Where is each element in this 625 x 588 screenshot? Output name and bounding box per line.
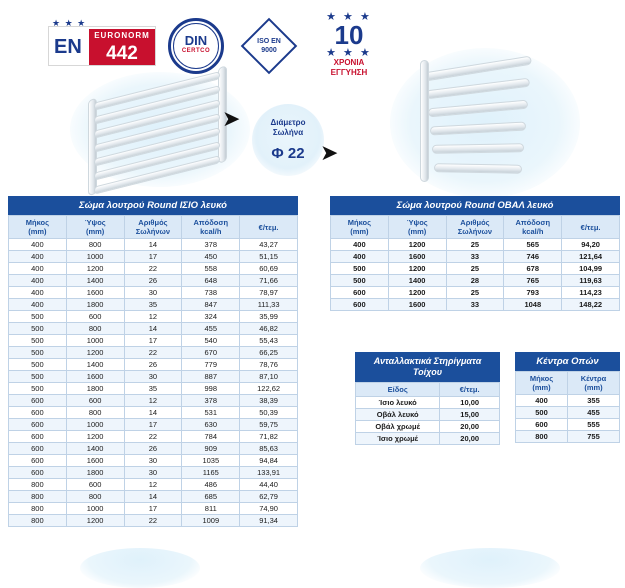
table-row <box>516 431 620 443</box>
straight-radiator-illustration <box>88 62 233 198</box>
table-cell: 486 <box>182 479 240 491</box>
table-row <box>9 251 298 263</box>
table-cell: 62,79 <box>240 491 298 503</box>
table-cell: 779 <box>182 359 240 371</box>
table-cell: 17 <box>124 503 182 515</box>
table-row <box>331 287 620 299</box>
column-header-tubes <box>124 216 182 239</box>
table-cell: 35,99 <box>240 311 298 323</box>
table-cell: 43,27 <box>240 239 298 251</box>
column-header-length-line2: (mm) <box>28 227 47 236</box>
table-cell: 400 <box>331 239 389 251</box>
table-cell: 755 <box>568 431 620 443</box>
table-cell: 450 <box>182 251 240 263</box>
table-cell: 400 <box>331 251 389 263</box>
table-cell: 1200 <box>388 263 446 275</box>
table-cell: 600 <box>331 299 389 311</box>
table-cell: 800 <box>9 491 67 503</box>
table-row <box>9 383 298 395</box>
table-header-row <box>516 372 620 395</box>
column-header-tubes <box>446 216 504 239</box>
table-cell: 59,75 <box>240 419 298 431</box>
guarantee-stars-top: ★ ★ ★ <box>326 11 372 23</box>
column-header-price-line1: €/τεμ. <box>580 222 601 232</box>
en442-en-label: EN <box>54 36 82 58</box>
table-cell: 565 <box>504 239 562 251</box>
table-row <box>356 397 500 409</box>
table-row <box>9 311 298 323</box>
table-row <box>331 263 620 275</box>
table-cell: 1200 <box>388 287 446 299</box>
table-row <box>9 299 298 311</box>
guarantee-years-number: 10 <box>334 20 364 50</box>
column-header-output-line2: kcal/h <box>522 227 544 236</box>
table-cell: 1000 <box>66 251 124 263</box>
table-cell: 378 <box>182 239 240 251</box>
table-cell: 25 <box>446 287 504 299</box>
table-cell: 33 <box>446 299 504 311</box>
table-cell: 600 <box>9 467 67 479</box>
en442-logo <box>48 18 156 66</box>
column-header-height-line2: (mm) <box>407 227 427 236</box>
guarantee-line1: ΧΡΟΝΙΑ <box>333 58 365 67</box>
table-cell: 600 <box>516 419 568 431</box>
table-cell: 51,15 <box>240 251 298 263</box>
table-cell: 1400 <box>66 359 124 371</box>
table-cell: 500 <box>9 383 67 395</box>
table-cell: 38,39 <box>240 395 298 407</box>
table-cell: 800 <box>9 479 67 491</box>
product-image-bottom-right <box>420 548 560 588</box>
table-row <box>9 443 298 455</box>
column-header-output <box>504 216 562 239</box>
table-row <box>9 503 298 515</box>
table-row <box>331 299 620 311</box>
table-cell: 998 <box>182 383 240 395</box>
table-cell: 847 <box>182 299 240 311</box>
column-header-length-line2: (mm) <box>532 383 551 392</box>
table-row <box>9 395 298 407</box>
iso-line2: 9000 <box>261 47 277 54</box>
table-cell: 78,97 <box>240 287 298 299</box>
table-cell: 793 <box>504 287 562 299</box>
table-cell: 678 <box>504 263 562 275</box>
table-cell: 1009 <box>182 515 240 527</box>
table-cell: 60,69 <box>240 263 298 275</box>
table-row <box>331 239 620 251</box>
table-cell: 26 <box>124 443 182 455</box>
column-header-length <box>331 216 389 239</box>
table-straight-title: Σώμα λουτρού Round ΙΣΙΟ λευκό <box>8 196 298 215</box>
column-header-output-line1: Απόδοση <box>515 218 551 227</box>
column-header-length-line1: Μήκος <box>529 374 554 383</box>
column-header-price <box>240 216 298 239</box>
table-row <box>356 409 500 421</box>
table-cell: 1400 <box>66 275 124 287</box>
table-cell: 670 <box>182 347 240 359</box>
table-cell: 600 <box>9 455 67 467</box>
table-row <box>356 433 500 445</box>
table-cell: 500 <box>9 335 67 347</box>
table-cell: 800 <box>9 515 67 527</box>
table-cell: 14 <box>124 491 182 503</box>
table-cell: 114,23 <box>562 287 620 299</box>
table-cell: 600 <box>66 395 124 407</box>
table-cell: 1200 <box>66 347 124 359</box>
table-cell: 30 <box>124 455 182 467</box>
guarantee-line2: ΕΓΓΥΗΣΗ <box>330 68 368 77</box>
table-row <box>9 491 298 503</box>
table-cell: 17 <box>124 251 182 263</box>
table-cell: 122,62 <box>240 383 298 395</box>
table-row <box>9 335 298 347</box>
table-cell: 1200 <box>66 431 124 443</box>
table-cell: 1400 <box>388 275 446 287</box>
table-cell: 400 <box>9 287 67 299</box>
table-cell: 500 <box>9 359 67 371</box>
table-cell: 1800 <box>66 299 124 311</box>
table-cell: 400 <box>9 251 67 263</box>
table-cell: 66,25 <box>240 347 298 359</box>
table-cell: 119,63 <box>562 275 620 287</box>
product-image-bottom-left <box>80 548 200 588</box>
callout-arrow-left-icon: ➤ <box>222 106 241 131</box>
table-cell: 909 <box>182 443 240 455</box>
table-row <box>9 359 298 371</box>
column-header-length <box>516 372 568 395</box>
table-cell: 500 <box>9 323 67 335</box>
radiator-bar <box>426 78 530 100</box>
table-cell: 1200 <box>66 263 124 275</box>
table-cell: 1600 <box>388 251 446 263</box>
table-cell: 765 <box>504 275 562 287</box>
column-header-tubes-line2: Σωλήνων <box>457 227 493 236</box>
callout-line2: Σωλήνα <box>272 128 304 137</box>
table-cell: 12 <box>124 479 182 491</box>
table-cell: 44,40 <box>240 479 298 491</box>
table-cell: 746 <box>504 251 562 263</box>
table-cell: 800 <box>66 323 124 335</box>
table-row <box>9 263 298 275</box>
column-header-centers-line1: Κέντρα <box>580 374 607 383</box>
table-cell: Ίσιο χρωμέ <box>356 433 440 445</box>
table-row <box>9 419 298 431</box>
table-row <box>9 431 298 443</box>
table-spare-title-line2: Τοίχου <box>412 367 443 377</box>
table-row <box>331 251 620 263</box>
column-header-length <box>9 216 67 239</box>
table-straight-grid <box>8 215 298 527</box>
iso9000-logo <box>238 26 300 66</box>
column-header-height-line1: Ύψος <box>84 218 106 227</box>
table-row <box>9 407 298 419</box>
table-cell: 500 <box>331 263 389 275</box>
table-row <box>516 395 620 407</box>
table-row <box>516 419 620 431</box>
table-cell: 35 <box>124 299 182 311</box>
table-cell: 94,84 <box>240 455 298 467</box>
table-cell: 71,66 <box>240 275 298 287</box>
table-cell: 1200 <box>388 239 446 251</box>
table-cell: 1048 <box>504 299 562 311</box>
radiator-frame-left <box>420 60 429 182</box>
column-header-output-line1: Απόδοση <box>193 218 229 227</box>
column-header-tubes-line2: Σωλήνων <box>135 227 171 236</box>
table-cell: 355 <box>568 395 620 407</box>
table-cell: 455 <box>182 323 240 335</box>
table-cell: 20,00 <box>440 421 500 433</box>
en442-stars: ★ ★ ★ <box>52 18 87 28</box>
table-cell: 14 <box>124 239 182 251</box>
table-cell: 1000 <box>66 335 124 347</box>
column-header-output <box>182 216 240 239</box>
table-oval-radiator <box>330 196 620 311</box>
table-cell: 648 <box>182 275 240 287</box>
table-cell: 540 <box>182 335 240 347</box>
table-cell: 17 <box>124 419 182 431</box>
table-cell: 887 <box>182 371 240 383</box>
table-spare-title-line1: Ανταλλακτικά Στηρίγματα <box>373 356 482 366</box>
table-cell: 17 <box>124 335 182 347</box>
table-cell: 1165 <box>182 467 240 479</box>
table-spare-wall-supports <box>355 352 500 445</box>
column-header-height <box>66 216 124 239</box>
table-cell: 55,43 <box>240 335 298 347</box>
table-cell: 600 <box>9 443 67 455</box>
radiator-bar <box>430 121 526 135</box>
table-cell: 12 <box>124 395 182 407</box>
table-cell: 14 <box>124 407 182 419</box>
table-cell: 46,82 <box>240 323 298 335</box>
table-cell: 26 <box>124 275 182 287</box>
table-cell: 500 <box>9 311 67 323</box>
table-row <box>9 275 298 287</box>
table-straight-radiator <box>8 196 298 527</box>
table-row <box>9 287 298 299</box>
table-cell: 20,00 <box>440 433 500 445</box>
table-cell: 111,33 <box>240 299 298 311</box>
table-cell: 558 <box>182 263 240 275</box>
table-cell: 121,64 <box>562 251 620 263</box>
table-oval-grid <box>330 215 620 311</box>
table-cell: 91,34 <box>240 515 298 527</box>
table-cell: 15,00 <box>440 409 500 421</box>
column-header-length-line1: Μήκος <box>25 218 49 227</box>
table-row <box>331 275 620 287</box>
table-cell: 800 <box>66 407 124 419</box>
table-cell: 500 <box>516 407 568 419</box>
oval-radiator-illustration <box>420 60 550 186</box>
table-cell: 1035 <box>182 455 240 467</box>
table-cell: 78,76 <box>240 359 298 371</box>
table-cell: 800 <box>66 239 124 251</box>
table-header-row <box>331 216 620 239</box>
table-cell: 455 <box>568 407 620 419</box>
radiator-bar <box>424 56 532 82</box>
table-row <box>9 455 298 467</box>
table-cell: 555 <box>568 419 620 431</box>
column-header-output-line2: kcal/h <box>200 227 222 236</box>
product-image-oval-radiator <box>390 48 580 198</box>
column-header-price: €/τεμ. <box>440 383 500 397</box>
column-header-type: Είδος <box>356 383 440 397</box>
table-cell: 531 <box>182 407 240 419</box>
table-cell: 400 <box>9 275 67 287</box>
table-cell: 22 <box>124 347 182 359</box>
table-cell: 30 <box>124 371 182 383</box>
table-cell: 500 <box>331 275 389 287</box>
table-cell: 1200 <box>66 515 124 527</box>
en442-number: 442 <box>89 42 155 65</box>
column-header-height-line2: (mm) <box>85 227 105 236</box>
table-cell: 148,22 <box>562 299 620 311</box>
table-cell: 85,63 <box>240 443 298 455</box>
table-row <box>9 479 298 491</box>
table-cell: 94,20 <box>562 239 620 251</box>
callout-line1: Διάμετρο <box>270 118 306 127</box>
table-cell: Οβάλ λευκό <box>356 409 440 421</box>
radiator-bar <box>434 163 522 174</box>
table-cell: 30 <box>124 467 182 479</box>
guarantee-stars-bottom: ★ ★ ★ <box>326 47 372 59</box>
table-cell: 500 <box>9 347 67 359</box>
table-cell: 378 <box>182 395 240 407</box>
table-cell: 1800 <box>66 383 124 395</box>
table-spare-title <box>355 352 500 382</box>
column-header-tubes-line1: Αριθμός <box>138 218 168 227</box>
table-row <box>9 323 298 335</box>
table-cell: 738 <box>182 287 240 299</box>
table-spare-grid <box>355 382 500 445</box>
table-cell: Ίσιο λευκό <box>356 397 440 409</box>
pipe-diameter-callout <box>252 104 324 176</box>
table-cell: 35 <box>124 383 182 395</box>
table-cell: 324 <box>182 311 240 323</box>
table-row <box>9 371 298 383</box>
table-row <box>9 239 298 251</box>
table-cell: 22 <box>124 515 182 527</box>
table-cell: 800 <box>66 491 124 503</box>
table-cell: 22 <box>124 263 182 275</box>
table-cell: 500 <box>9 371 67 383</box>
table-cell: 87,10 <box>240 371 298 383</box>
table-cell: 400 <box>516 395 568 407</box>
table-cell: 600 <box>9 431 67 443</box>
radiator-bar <box>432 143 524 154</box>
table-cell: 1600 <box>66 455 124 467</box>
table-cell: 600 <box>66 479 124 491</box>
table-cell: 1000 <box>66 419 124 431</box>
din-main-label: DIN <box>184 33 208 48</box>
table-cell: 104,99 <box>562 263 620 275</box>
table-cell: 1600 <box>66 287 124 299</box>
column-header-tubes-line1: Αριθμός <box>460 218 490 227</box>
table-cell: 12 <box>124 311 182 323</box>
table-cell: 1000 <box>66 503 124 515</box>
table-cell: 600 <box>9 395 67 407</box>
table-cell: 10,00 <box>440 397 500 409</box>
table-row <box>356 421 500 433</box>
table-cell: 133,91 <box>240 467 298 479</box>
table-cell: 25 <box>446 263 504 275</box>
column-header-height-line1: Ύψος <box>406 218 428 227</box>
table-cell: 400 <box>9 263 67 275</box>
guarantee-badge <box>310 12 388 78</box>
table-cell: 28 <box>446 275 504 287</box>
radiator-bar <box>428 100 528 118</box>
table-cell: 71,82 <box>240 431 298 443</box>
table-centers-grid <box>515 371 620 443</box>
en442-euronorm-label: EURONORM <box>89 29 155 42</box>
column-header-centers-line2: (mm) <box>584 383 603 392</box>
table-cell: 811 <box>182 503 240 515</box>
table-cell: Οβάλ χρωμέ <box>356 421 440 433</box>
table-cell: 74,90 <box>240 503 298 515</box>
table-cell: 1600 <box>388 299 446 311</box>
table-cell: 600 <box>9 407 67 419</box>
callout-arrow-right-icon: ➤ <box>320 140 339 165</box>
column-header-price-line1: €/τεμ. <box>258 222 279 232</box>
table-header-row <box>356 383 500 397</box>
table-row <box>9 515 298 527</box>
column-header-price <box>562 216 620 239</box>
table-cell: 685 <box>182 491 240 503</box>
column-header-centers <box>568 372 620 395</box>
table-cell: 22 <box>124 431 182 443</box>
table-cell: 784 <box>182 431 240 443</box>
table-row <box>516 407 620 419</box>
table-hole-centers <box>515 352 620 443</box>
table-cell: 630 <box>182 419 240 431</box>
table-oval-title: Σώμα λουτρού Round ΟΒΑΛ λευκό <box>330 196 620 215</box>
table-cell: 600 <box>66 311 124 323</box>
table-cell: 600 <box>331 287 389 299</box>
callout-diameter-value: Φ 22 <box>271 145 305 162</box>
table-cell: 30 <box>124 287 182 299</box>
table-cell: 33 <box>446 251 504 263</box>
iso-diamond-icon <box>241 18 298 75</box>
table-cell: 800 <box>516 431 568 443</box>
table-cell: 1800 <box>66 467 124 479</box>
table-cell: 50,39 <box>240 407 298 419</box>
table-cell: 400 <box>9 299 67 311</box>
table-cell: 800 <box>9 503 67 515</box>
table-cell: 600 <box>9 419 67 431</box>
column-header-height <box>388 216 446 239</box>
table-row <box>9 347 298 359</box>
table-cell: 400 <box>9 239 67 251</box>
column-header-length-line1: Μήκος <box>347 218 371 227</box>
column-header-length-line2: (mm) <box>350 227 369 236</box>
table-cell: 1600 <box>66 371 124 383</box>
table-cell: 25 <box>446 239 504 251</box>
iso-line1: ISO EN <box>257 38 281 45</box>
table-centers-title: Κέντρα Οπών <box>515 352 620 371</box>
table-cell: 26 <box>124 359 182 371</box>
table-cell: 1400 <box>66 443 124 455</box>
table-header-row <box>9 216 298 239</box>
din-sub-label: CERTCO <box>181 48 211 54</box>
table-cell: 14 <box>124 323 182 335</box>
table-row <box>9 467 298 479</box>
